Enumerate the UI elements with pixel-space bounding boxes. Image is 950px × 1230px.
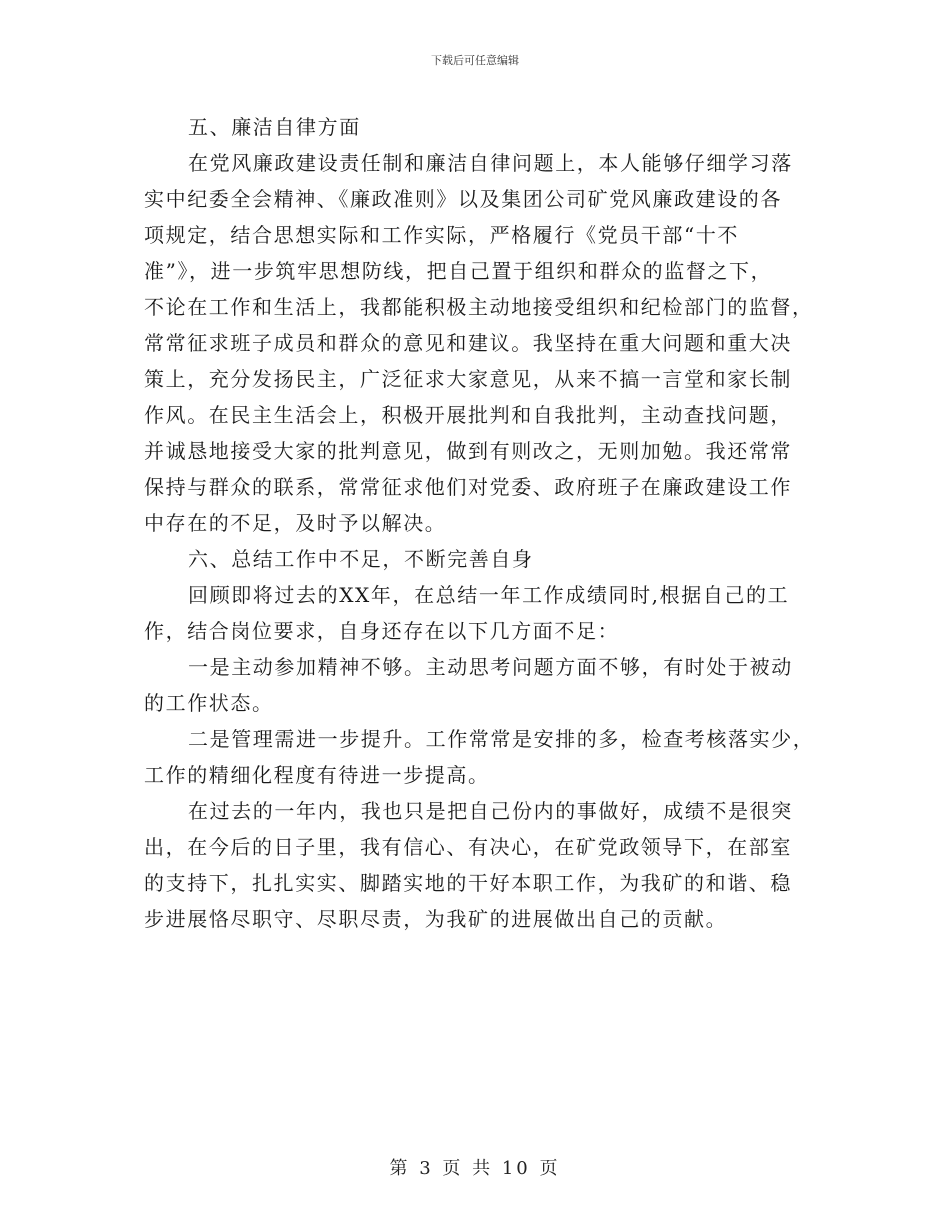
paragraph-line: 一是主动参加精神不够。主动思考问题方面不够，有时处于被动	[188, 655, 793, 679]
paragraph-line: 步进展恪尽职守、尽职尽责，为我矿的进展做出自己的贡献。	[144, 907, 728, 931]
paragraph-line: 的工作状态。	[144, 691, 274, 715]
paragraph-line: 保持与群众的联系，常常征求他们对党委、政府班子在廉政建设工作	[144, 475, 792, 499]
page-header: 下载后可任意编辑	[431, 54, 519, 67]
paragraph-line: 在过去的一年内，我也只是把自己份内的事做好，成绩不是很突	[188, 799, 793, 823]
section-heading-5: 五、廉洁自律方面	[188, 115, 361, 139]
paragraph-line: 工作的精细化程度有待进一步提高。	[144, 763, 490, 787]
paragraph-line: 作风。在民主生活会上，积极开展批判和自我批判，主动查找问题，	[144, 403, 792, 427]
paragraph-line: 中存在的不足，及时予以解决。	[144, 511, 447, 535]
section-heading-6: 六、总结工作中不足，不断完善自身	[188, 547, 534, 571]
paragraph-line: 二是管理需进一步提升。工作常常是安排的多，检查考核落实少，	[188, 727, 815, 751]
paragraph-line: 作，结合岗位要求，自身还存在以下几方面不足：	[144, 619, 620, 643]
paragraph-line: 常常征求班子成员和群众的意见和建议。我坚持在重大问题和重大决	[144, 331, 792, 355]
paragraph-line: 准”》，进一步筑牢思想防线，把自己置于组织和群众的监督之下，	[144, 259, 773, 283]
paragraph-line: 回顾即将过去的XX年，在总结一年工作成绩同时,根据自己的工	[188, 583, 790, 607]
paragraph-line: 不论在工作和生活上，我都能积极主动地接受组织和纪检部门的监督，	[144, 295, 814, 319]
paragraph-line: 出，在今后的日子里，我有信心、有决心，在矿党政领导下，在部室	[144, 835, 792, 859]
paragraph-line: 实中纪委全会精神、《廉政准则》以及集团公司矿党风廉政建设的各	[144, 187, 782, 211]
paragraph-line: 策上，充分发扬民主，广泛征求大家意见，从来不搞一言堂和家长制	[144, 367, 792, 391]
page-footer: 第 3 页 共 10 页	[389, 1158, 561, 1179]
paragraph-line: 在党风廉政建设责任制和廉洁自律问题上，本人能够仔细学习落	[188, 151, 793, 175]
paragraph-line: 的支持下，扎扎实实、脚踏实地的干好本职工作，为我矿的和谐、稳	[144, 871, 792, 895]
paragraph-line: 项规定，结合思想实际和工作实际，严格履行《党员干部“十不	[144, 223, 740, 247]
paragraph-line: 并诚恳地接受大家的批判意见，做到有则改之，无则加勉。我还常常	[144, 439, 792, 463]
